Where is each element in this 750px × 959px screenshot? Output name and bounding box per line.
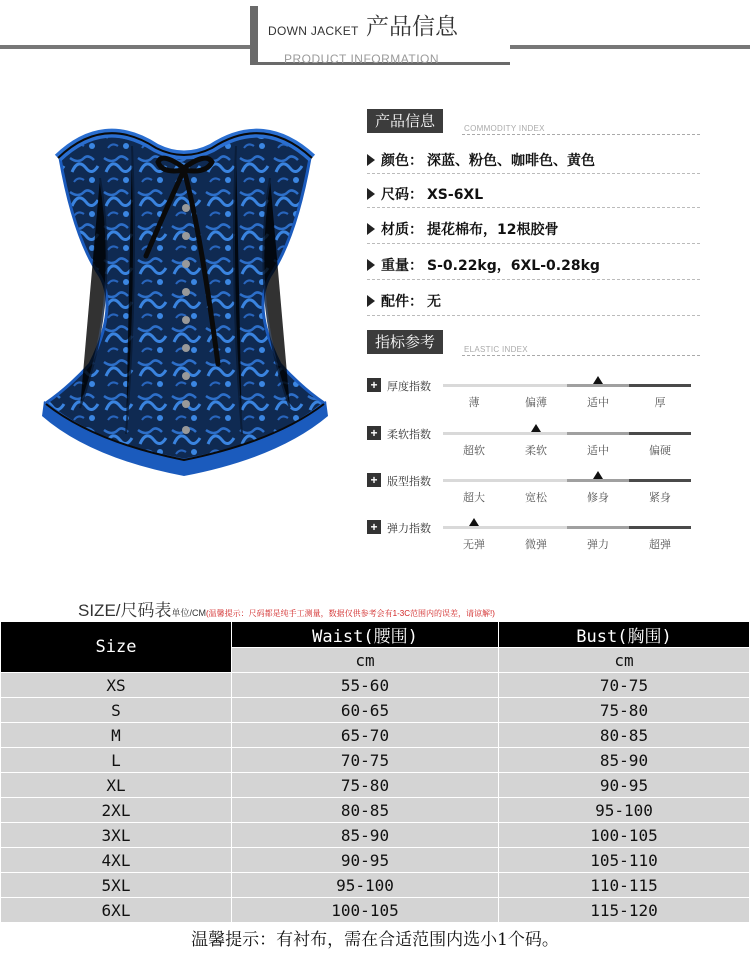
elastic-title: 指标参考	[367, 330, 443, 354]
cell-size: XS	[1, 673, 232, 698]
info-row-color: 颜色： 深蓝、粉色、咖啡色、黄色	[367, 150, 595, 170]
cell-waist: 85-90	[232, 823, 499, 848]
footer-note: 温馨提示：有衬布，需在合适范围内选小1个码。	[191, 930, 559, 950]
cell-bust: 115-120	[499, 898, 750, 923]
triangle-icon	[367, 295, 375, 307]
cell-waist: 70-75	[232, 748, 499, 773]
cell-waist: 75-80	[232, 773, 499, 798]
index-marker	[593, 376, 603, 384]
commodity-english: COMMODITY INDEX	[464, 124, 545, 133]
index-option-label: 超弹	[649, 538, 671, 551]
cell-bust: 70-75	[499, 673, 750, 698]
index-segment	[443, 384, 505, 387]
index-name: 版型指数	[387, 475, 431, 488]
table-row	[1, 798, 750, 823]
header-waist: Waist(腰围)	[232, 622, 499, 648]
header-size: Size	[1, 622, 232, 673]
table-row	[1, 898, 750, 923]
index-row	[367, 473, 697, 507]
index-option-label: 弹力	[587, 538, 609, 551]
header-subtitle: DOWN JACKET	[268, 24, 359, 38]
index-option-label: 紧身	[649, 491, 671, 504]
size-table-title	[78, 596, 495, 621]
index-segment	[567, 526, 629, 529]
triangle-icon	[367, 188, 375, 200]
index-marker	[469, 518, 479, 526]
cell-waist: 60-65	[232, 698, 499, 723]
table-row	[1, 823, 750, 848]
cell-size: 6XL	[1, 898, 232, 923]
index-segment	[629, 526, 691, 529]
table-row	[1, 773, 750, 798]
cell-size: L	[1, 748, 232, 773]
cell-bust: 105-110	[499, 848, 750, 873]
cell-size: S	[1, 698, 232, 723]
cell-waist: 65-70	[232, 723, 499, 748]
info-row-weight: 重量： S-0.22kg，6XL-0.28kg	[367, 255, 600, 275]
index-option-label: 宽松	[525, 491, 547, 504]
cell-bust: 100-105	[499, 823, 750, 848]
size-title-text: SIZE/尺码表	[78, 601, 172, 620]
info-row-material: 材质： 提花棉布，12根胶骨	[367, 219, 558, 239]
table-row	[1, 673, 750, 698]
index-option-label: 修身	[587, 491, 609, 504]
cell-size: 2XL	[1, 798, 232, 823]
waist-unit: cm	[232, 648, 499, 673]
index-option-label: 超大	[463, 491, 485, 504]
index-row	[367, 426, 697, 460]
cell-bust: 85-90	[499, 748, 750, 773]
index-name: 弹力指数	[387, 522, 431, 535]
table-row	[1, 698, 750, 723]
header-bust: Bust(胸围)	[499, 622, 750, 648]
index-segment	[567, 432, 629, 435]
cell-bust: 80-85	[499, 723, 750, 748]
triangle-icon	[367, 154, 375, 166]
cell-size: XL	[1, 773, 232, 798]
bust-unit: cm	[499, 648, 750, 673]
product-image[interactable]	[34, 118, 334, 493]
cell-size: 3XL	[1, 823, 232, 848]
index-option-label: 超软	[463, 444, 485, 457]
index-marker	[593, 471, 603, 479]
index-segment	[629, 384, 691, 387]
cell-bust: 90-95	[499, 773, 750, 798]
index-row	[367, 378, 697, 412]
size-table	[0, 621, 750, 923]
header-title: 产品信息	[366, 14, 458, 40]
index-option-label: 无弹	[463, 538, 485, 551]
header-english: PRODUCT INFORMATION	[284, 52, 440, 66]
plus-icon: +	[367, 520, 381, 534]
plus-icon: +	[367, 378, 381, 392]
table-row	[1, 873, 750, 898]
cell-waist: 90-95	[232, 848, 499, 873]
table-row	[1, 723, 750, 748]
triangle-icon	[367, 259, 375, 271]
table-header-row	[1, 622, 750, 648]
index-row	[367, 520, 697, 554]
index-segment	[567, 384, 629, 387]
divider	[367, 173, 700, 174]
index-option-label: 柔软	[525, 444, 547, 457]
index-name: 厚度指数	[387, 380, 431, 393]
index-segment	[443, 432, 505, 435]
info-row-accessory: 配件： 无	[367, 291, 441, 311]
index-segment	[629, 432, 691, 435]
table-row	[1, 848, 750, 873]
cell-waist: 55-60	[232, 673, 499, 698]
index-segment	[443, 479, 505, 482]
elastic-english: ELASTIC INDEX	[464, 345, 528, 354]
commodity-rule	[462, 134, 700, 135]
plus-icon: +	[367, 426, 381, 440]
index-segment	[505, 479, 567, 482]
index-option-label: 厚	[654, 396, 666, 409]
cell-size: 5XL	[1, 873, 232, 898]
size-unit: 单位/CM	[171, 608, 207, 618]
index-option-label: 微弹	[525, 538, 547, 551]
index-segment	[567, 479, 629, 482]
index-option-label: 适中	[587, 444, 609, 457]
index-segment	[505, 384, 567, 387]
cell-waist: 100-105	[232, 898, 499, 923]
cell-size: M	[1, 723, 232, 748]
index-name: 柔软指数	[387, 428, 431, 441]
index-option-label: 适中	[587, 396, 609, 409]
divider	[367, 207, 700, 208]
cell-bust: 95-100	[499, 798, 750, 823]
divider	[367, 315, 700, 316]
table-row	[1, 748, 750, 773]
cell-waist: 80-85	[232, 798, 499, 823]
index-option-label: 偏薄	[525, 396, 547, 409]
cell-waist: 95-100	[232, 873, 499, 898]
divider	[367, 279, 700, 280]
index-segment	[629, 479, 691, 482]
triangle-icon	[367, 223, 375, 235]
index-marker	[531, 424, 541, 432]
elastic-rule	[462, 355, 700, 356]
index-option-label: 薄	[468, 396, 480, 409]
info-row-size: 尺码： XS-6XL	[367, 184, 483, 204]
index-segment	[505, 432, 567, 435]
size-note: (温馨提示：尺码都是纯手工测量，数据仅供参考会有1-3C范围内的误差，请谅解!)	[206, 609, 495, 618]
cell-bust: 110-115	[499, 873, 750, 898]
index-option-label: 偏硬	[649, 444, 671, 457]
cell-size: 4XL	[1, 848, 232, 873]
index-segment	[505, 526, 567, 529]
divider	[367, 243, 700, 244]
plus-icon: +	[367, 473, 381, 487]
cell-bust: 75-80	[499, 698, 750, 723]
commodity-title: 产品信息	[367, 109, 443, 133]
index-segment	[443, 526, 505, 529]
